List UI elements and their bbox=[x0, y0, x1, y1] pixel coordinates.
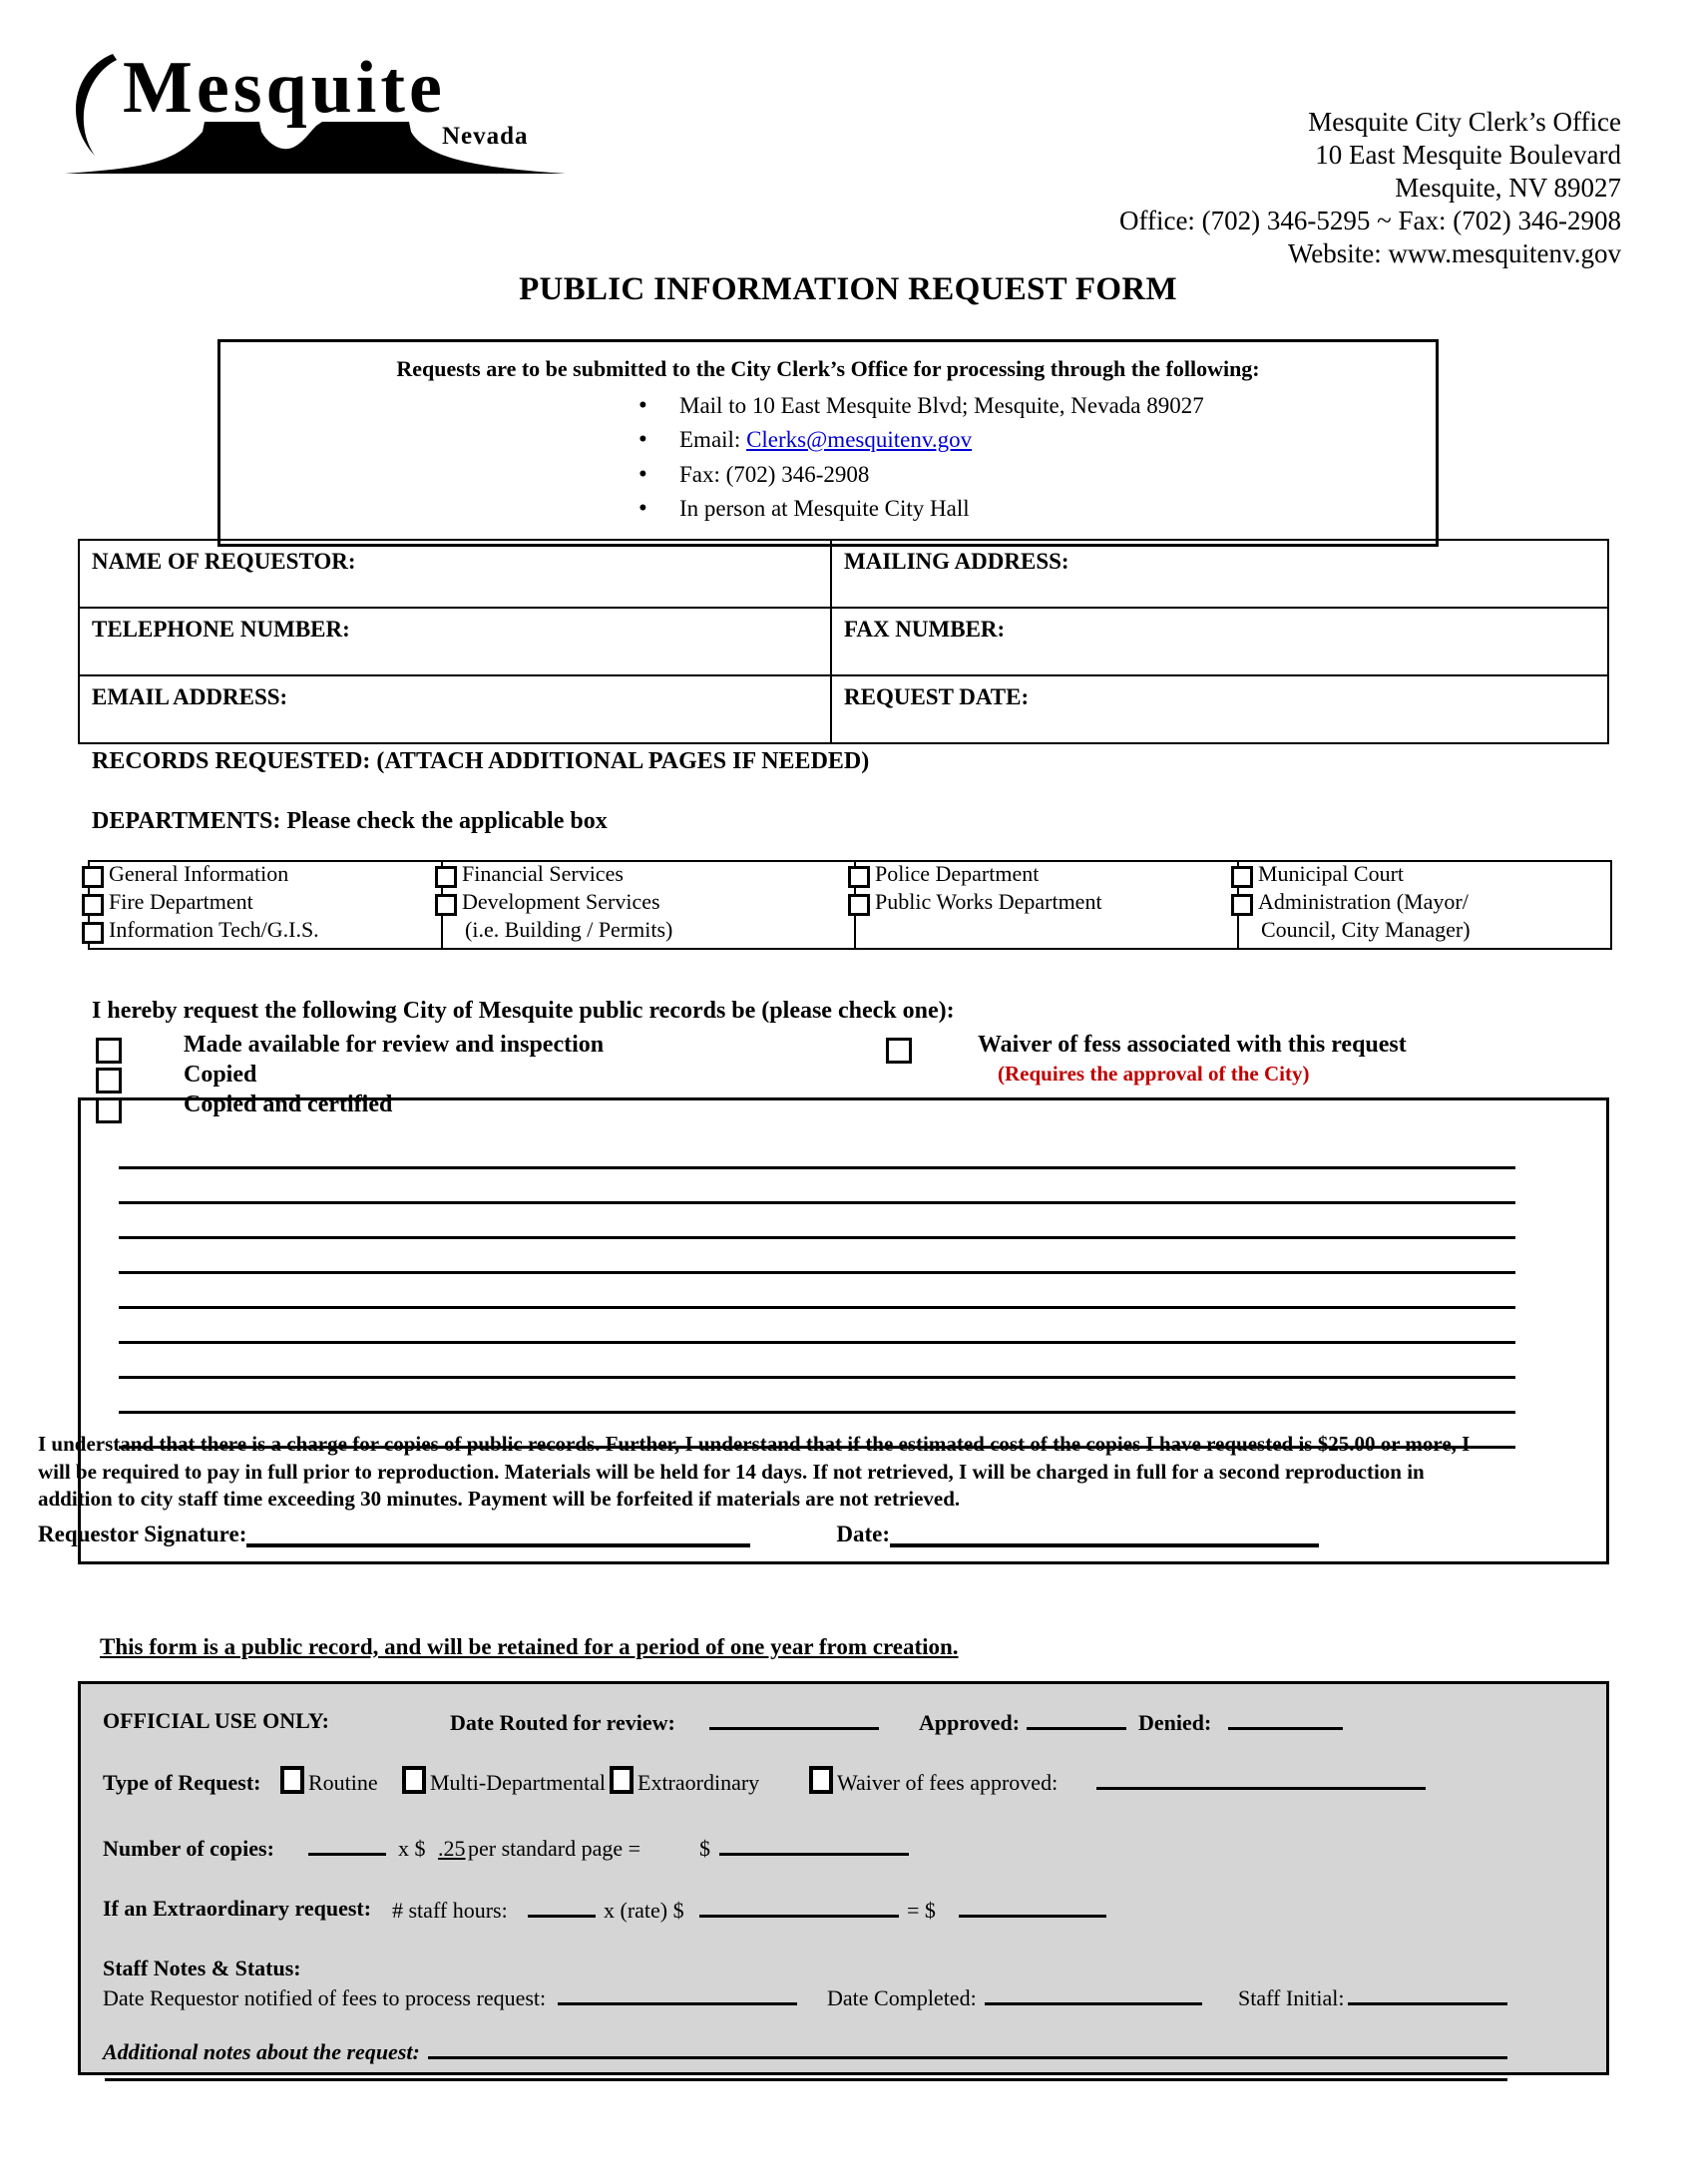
instruction-text: Fax: (702) 346-2908 bbox=[679, 461, 870, 487]
org-line: Mesquite, NV 89027 bbox=[1395, 172, 1621, 203]
field-name-of-requestor[interactable]: NAME OF REQUESTOR: bbox=[79, 540, 831, 608]
bullet-icon: • bbox=[638, 392, 647, 419]
dept-label: Financial Services bbox=[462, 861, 624, 886]
checkbox-icon[interactable] bbox=[1231, 894, 1253, 916]
checkbox-icon[interactable] bbox=[96, 1038, 122, 1064]
signature-label: Requestor Signature: bbox=[38, 1522, 247, 1546]
choice-label: Copied and certified bbox=[184, 1092, 393, 1117]
instruction-text: Mail to 10 East Mesquite Blvd; Mesquite, Nevada 89027 bbox=[679, 393, 1204, 418]
writing-line[interactable] bbox=[119, 1274, 1515, 1309]
dept-option-administration-note bbox=[1239, 919, 1610, 946]
page-title: PUBLIC INFORMATION REQUEST FORM bbox=[519, 271, 1177, 307]
list-item bbox=[638, 423, 1436, 457]
checkbox-icon[interactable] bbox=[82, 866, 104, 888]
checkbox-icon-multi-departmental[interactable] bbox=[402, 1766, 426, 1794]
org-line: Website: www.mesquitenv.gov bbox=[1287, 237, 1621, 268]
staff-notes-status-label: Staff Notes & Status: bbox=[103, 1956, 301, 1980]
dept-label: General Information bbox=[109, 861, 289, 886]
official-use-title: OFFICIAL USE ONLY: bbox=[103, 1708, 329, 1733]
dept-label: Administration (Mayor/ bbox=[1258, 889, 1469, 914]
dept-column-2 bbox=[442, 861, 855, 949]
waiver-approval-note: (Requires the approval of the City) bbox=[998, 1062, 1310, 1086]
field-email-address[interactable]: EMAIL ADDRESS: bbox=[79, 675, 831, 743]
acknowledgement-text: I understand that there is a charge for copies of public records. Further, I understand that if the estimated cost of the copies I have requested is $25.00 or more, I will be required to pay in full prior to reproduction. Materials will be held for 14 days. If not retrieved, I will be charged in full for a second reproduction in addition to city staff time exceeding 30 minutes. Payment will be forfeited if materials are not retrieved. bbox=[38, 1432, 1471, 1512]
waiver-approved-input-line[interactable] bbox=[1096, 1770, 1426, 1790]
checkbox-icon[interactable] bbox=[82, 922, 104, 944]
staff-hours-input-line[interactable] bbox=[528, 1898, 596, 1918]
writing-line[interactable] bbox=[119, 1169, 1515, 1204]
date-notified-label: Date Requestor notified of fees to process request: bbox=[103, 1985, 547, 2010]
writing-line[interactable] bbox=[119, 1204, 1515, 1239]
dept-column-4 bbox=[1238, 861, 1611, 949]
svg-text:Mesquite: Mesquite bbox=[123, 47, 446, 129]
list-item bbox=[638, 458, 1436, 492]
checkbox-icon-routine[interactable] bbox=[280, 1766, 304, 1794]
org-line: Mesquite City Clerk’s Office bbox=[1308, 107, 1621, 137]
choice-label: Waiver of fess associated with this request bbox=[978, 1032, 1407, 1058]
date-input-line[interactable] bbox=[890, 1522, 1319, 1547]
checkbox-icon[interactable] bbox=[82, 894, 104, 916]
copies-dollar-sign: $ bbox=[699, 1836, 710, 1861]
staff-initial-input-line[interactable] bbox=[1348, 1985, 1507, 2005]
page-header bbox=[0, 28, 1696, 268]
submission-instructions-box bbox=[217, 339, 1439, 547]
table-row bbox=[89, 861, 1611, 949]
dept-label: Public Works Department bbox=[875, 889, 1102, 914]
denied-input-line[interactable] bbox=[1228, 1710, 1343, 1730]
public-record-notice: This form is a public record, and will be retained for a period of one year from creation. bbox=[100, 1634, 959, 1659]
bullet-icon: • bbox=[638, 494, 647, 522]
type-routine-label: Routine bbox=[308, 1770, 378, 1795]
office-contact-block bbox=[1119, 106, 1621, 270]
copies-per-page-label: per standard page = bbox=[468, 1836, 641, 1861]
checkbox-icon[interactable] bbox=[435, 866, 457, 888]
choice-label: Made available for review and inspection bbox=[184, 1032, 605, 1058]
type-multi-departmental-label: Multi-Departmental bbox=[430, 1770, 606, 1795]
bullet-icon: • bbox=[638, 460, 647, 488]
dept-label: Fire Department bbox=[109, 889, 253, 914]
dept-label: Council, City Manager) bbox=[1261, 917, 1471, 942]
extraordinary-request-label: If an Extraordinary request: bbox=[103, 1896, 372, 1921]
checkbox-icon[interactable] bbox=[96, 1068, 122, 1093]
dept-option-information-tech-gis[interactable] bbox=[90, 919, 441, 946]
dept-option-police-department[interactable] bbox=[856, 863, 1237, 890]
dept-option-financial-services[interactable] bbox=[443, 863, 854, 890]
copies-rate-value: .25 bbox=[438, 1836, 466, 1861]
list-item bbox=[638, 389, 1436, 423]
additional-notes-label: Additional notes about the request: bbox=[103, 2039, 420, 2064]
instructions-heading: Requests are to be submitted to the City Clerk’s Office for processing through the following: bbox=[396, 356, 1260, 381]
field-request-date[interactable]: REQUEST DATE: bbox=[831, 675, 1608, 743]
number-of-copies-input-line[interactable] bbox=[308, 1836, 386, 1856]
departments-heading: DEPARTMENTS: Please check the applicable box bbox=[92, 808, 608, 834]
choice-waiver-of-fees[interactable] bbox=[886, 1032, 1407, 1059]
choice-review-inspection[interactable] bbox=[96, 1032, 604, 1059]
checkbox-icon[interactable] bbox=[848, 866, 870, 888]
checkbox-icon[interactable] bbox=[848, 894, 870, 916]
dept-option-municipal-court[interactable] bbox=[1239, 863, 1610, 890]
instruction-text: Email: bbox=[679, 427, 747, 453]
dept-option-public-works-department[interactable] bbox=[856, 891, 1237, 918]
choice-copied[interactable] bbox=[96, 1062, 256, 1089]
requestor-info-table bbox=[78, 539, 1609, 744]
choice-label: Copied bbox=[184, 1062, 257, 1088]
official-use-only-section bbox=[78, 1681, 1609, 2075]
hereby-request-text: I hereby request the following City of Mesquite public records be (please check one): bbox=[92, 998, 955, 1024]
table-row bbox=[79, 608, 1608, 675]
rate-label: x (rate) $ bbox=[604, 1898, 684, 1923]
dept-label: Information Tech/G.I.S. bbox=[109, 917, 319, 942]
table-row bbox=[79, 540, 1608, 608]
date-routed-label: Date Routed for review: bbox=[450, 1710, 675, 1735]
dept-option-general-information[interactable] bbox=[90, 863, 441, 890]
org-line: 10 East Mesquite Boulevard bbox=[1315, 139, 1621, 170]
number-of-copies-label: Number of copies: bbox=[103, 1836, 274, 1861]
checkbox-icon[interactable] bbox=[435, 894, 457, 916]
instruction-text: In person at Mesquite City Hall bbox=[679, 495, 970, 521]
mesquite-nevada-logo bbox=[55, 36, 574, 201]
writing-line[interactable] bbox=[119, 1309, 1515, 1344]
org-line: Office: (702) 346-5295 ~ Fax: (702) 346-2908 bbox=[1118, 205, 1621, 235]
bullet-icon: • bbox=[638, 426, 647, 454]
copies-total-input-line[interactable] bbox=[719, 1836, 909, 1856]
additional-notes-second-line[interactable] bbox=[105, 2061, 1507, 2081]
field-mailing-address[interactable]: MAILING ADDRESS: bbox=[831, 540, 1608, 608]
staff-initial-label: Staff Initial: bbox=[1238, 1985, 1345, 2010]
checkbox-icon[interactable] bbox=[1231, 866, 1253, 888]
writing-line[interactable] bbox=[119, 1239, 1515, 1274]
dept-option-development-services-note bbox=[443, 919, 854, 946]
list-item bbox=[638, 492, 1436, 526]
date-routed-input-line[interactable] bbox=[709, 1710, 879, 1730]
date-completed-input-line[interactable] bbox=[985, 1985, 1202, 2005]
waiver-of-fees-approved-label: Waiver of fees approved: bbox=[837, 1770, 1059, 1795]
type-of-request-label: Type of Request: bbox=[103, 1770, 261, 1795]
field-fax-number[interactable]: FAX NUMBER: bbox=[831, 608, 1608, 675]
writing-lines bbox=[119, 1134, 1515, 1449]
checkbox-icon[interactable] bbox=[886, 1038, 912, 1064]
date-notified-input-line[interactable] bbox=[558, 1985, 797, 2005]
email-link[interactable]: Clerks@mesquitenv.gov bbox=[746, 427, 973, 453]
dept-option-administration[interactable] bbox=[1239, 891, 1610, 918]
checkbox-icon-extraordinary[interactable] bbox=[610, 1766, 634, 1794]
type-extraordinary-label: Extraordinary bbox=[637, 1770, 760, 1795]
rate-input-line[interactable] bbox=[699, 1898, 899, 1918]
equals-label: = $ bbox=[907, 1898, 936, 1923]
extraordinary-total-input-line[interactable] bbox=[959, 1898, 1106, 1918]
staff-hours-label: # staff hours: bbox=[392, 1898, 508, 1923]
signature-input-line[interactable] bbox=[246, 1522, 750, 1547]
instructions-list bbox=[220, 389, 1436, 526]
dept-option-development-services[interactable] bbox=[443, 891, 854, 918]
additional-notes-input-line[interactable] bbox=[428, 2039, 1507, 2059]
date-label: Date: bbox=[836, 1522, 890, 1546]
svg-text:Nevada: Nevada bbox=[442, 123, 529, 150]
dept-label: (i.e. Building / Permits) bbox=[465, 917, 673, 942]
dept-label: Development Services bbox=[462, 889, 660, 914]
dept-column-1 bbox=[89, 861, 442, 949]
dept-column-3 bbox=[855, 861, 1238, 949]
field-telephone-number[interactable]: TELEPHONE NUMBER: bbox=[79, 608, 831, 675]
signature-row bbox=[38, 1522, 1494, 1547]
departments-checkbox-table bbox=[88, 860, 1612, 950]
dept-label: Municipal Court bbox=[1258, 861, 1405, 886]
copies-multiply-label: x $ bbox=[398, 1836, 426, 1861]
writing-line[interactable] bbox=[119, 1379, 1515, 1414]
checkbox-icon-waiver-approved[interactable] bbox=[809, 1766, 833, 1794]
date-completed-label: Date Completed: bbox=[827, 1985, 977, 2010]
records-requested-heading: RECORDS REQUESTED: (ATTACH ADDITIONAL PAGES IF NEEDED) bbox=[92, 748, 870, 774]
table-row bbox=[79, 675, 1608, 743]
denied-label: Denied: bbox=[1138, 1710, 1212, 1735]
approved-input-line[interactable] bbox=[1027, 1710, 1126, 1730]
dept-option-fire-department[interactable] bbox=[90, 891, 441, 918]
writing-line[interactable] bbox=[119, 1344, 1515, 1379]
approved-label: Approved: bbox=[919, 1710, 1021, 1735]
writing-line[interactable] bbox=[119, 1134, 1515, 1169]
dept-label: Police Department bbox=[875, 861, 1040, 886]
